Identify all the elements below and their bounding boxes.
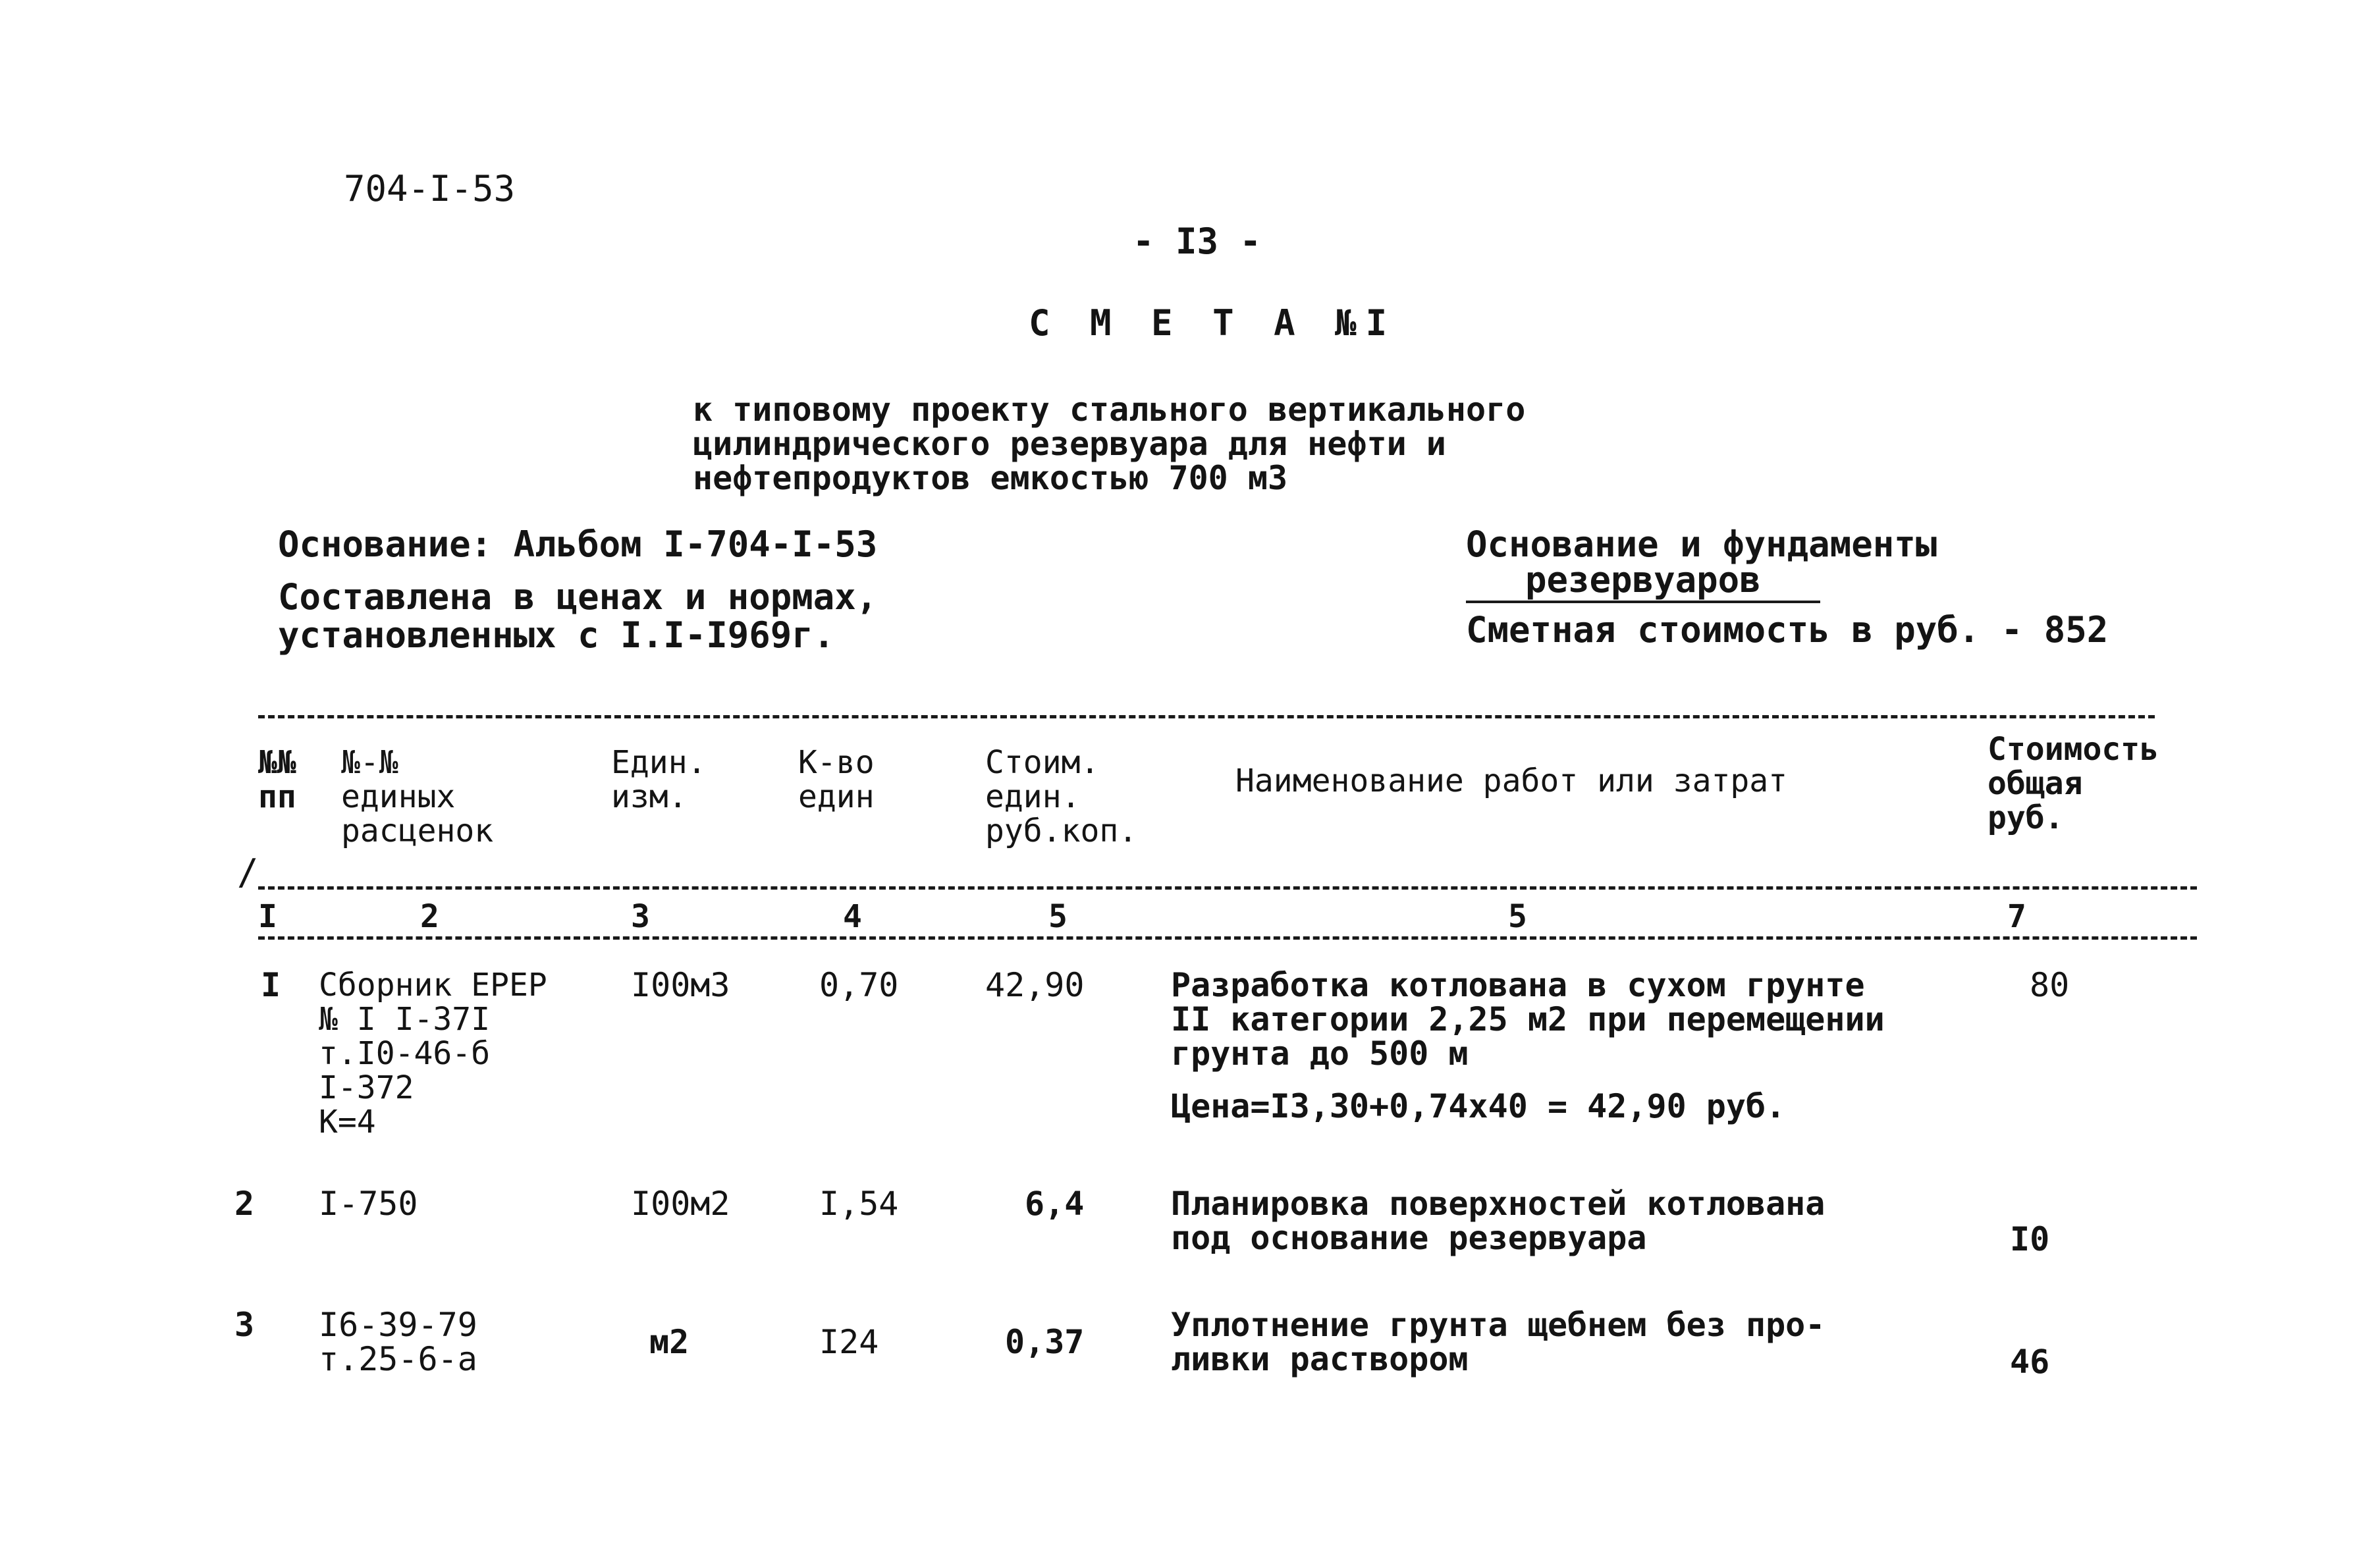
section-subtitle: резервуаров xyxy=(1466,561,1820,603)
row-1-num: I xyxy=(261,966,281,1004)
header-total: Стоимость общая руб. xyxy=(1988,731,2159,836)
row-1-total: 80 xyxy=(2030,966,2070,1004)
column-numbers-rule xyxy=(258,936,2197,940)
row-3-unit: м2 xyxy=(649,1323,690,1361)
row-1-unit-cost: 42,90 xyxy=(985,966,1085,1004)
header-num: №№ пп xyxy=(258,744,296,815)
row-3-total: 46 xyxy=(2010,1343,2050,1381)
row-2-unit-cost: 6,4 xyxy=(1025,1185,1085,1223)
row-3-name: Уплотнение грунта щебнем без про- ливки раствором xyxy=(1171,1306,1826,1378)
column-number-4: 4 xyxy=(843,898,862,935)
row-2-qty: I,54 xyxy=(819,1185,899,1223)
estimate-title: С М Е Т А №I xyxy=(1029,302,1397,344)
table-top-rule xyxy=(258,715,2155,718)
section-title: Основание и фундаменты xyxy=(1466,523,1937,565)
row-2-rate: I-750 xyxy=(319,1185,418,1223)
header-bottom-rule xyxy=(258,886,2197,890)
row-1-unit: I00м3 xyxy=(631,966,730,1004)
row-2-name: Планировка поверхностей котлована под основание резервуара xyxy=(1171,1185,1826,1257)
row-3-rate: I6-39-79 т.25-6-а xyxy=(319,1306,477,1378)
row-1-rate: Сборник ЕРЕР № I I-37I т.I0-46-б I-372 К=4 xyxy=(319,967,547,1140)
header-unit-cost: Стоим. един. руб.коп. xyxy=(985,744,1138,849)
margin-mark: / xyxy=(237,851,259,893)
basis-line: Основание: Альбом I-704-I-53 xyxy=(278,523,878,565)
header-name: Наименование работ или затрат xyxy=(1235,763,1788,799)
row-3-num: 3 xyxy=(234,1306,255,1344)
header-qty: К-во един xyxy=(798,744,875,815)
row-1-name: Разработка котлована в сухом грунте II категории 2,25 м2 при перемещении грунта до 500 м xyxy=(1171,966,1885,1073)
document-code: 704-I-53 xyxy=(344,168,516,209)
column-number-2: 2 xyxy=(420,898,439,935)
row-1-qty: 0,70 xyxy=(819,966,899,1004)
row-1-formula: Цена=I3,30+0,74х40 = 42,90 руб. xyxy=(1171,1087,1786,1125)
section-subtitle-wrap xyxy=(1466,561,1820,603)
column-number-6: 5 xyxy=(1508,898,1527,935)
row-2-unit: I00м2 xyxy=(631,1185,730,1223)
column-number-5: 5 xyxy=(1048,898,1068,935)
column-number-1: I xyxy=(258,898,277,935)
row-2-total: I0 xyxy=(2010,1220,2050,1258)
header-rate: №-№ единых расценок xyxy=(341,744,494,849)
row-2-num: 2 xyxy=(234,1185,255,1223)
row-3-unit-cost: 0,37 xyxy=(1005,1323,1085,1361)
column-number-3: 3 xyxy=(631,898,650,935)
column-number-7: 7 xyxy=(2007,898,2026,935)
estimate-subtitle: к типовому проекту стального вертикального цилиндрического резервуара для нефти и нефтепродуктов емкостью 700 м3 xyxy=(693,390,1526,497)
prices-note: Составлена в ценах и нормах, установленных с I.I-I969г. xyxy=(278,576,878,656)
header-unit: Един. изм. xyxy=(611,744,707,815)
row-3-qty: I24 xyxy=(819,1323,879,1361)
page-number: - I3 - xyxy=(1133,221,1262,262)
estimated-cost: Сметная стоимость в руб. - 852 xyxy=(1466,609,2109,651)
